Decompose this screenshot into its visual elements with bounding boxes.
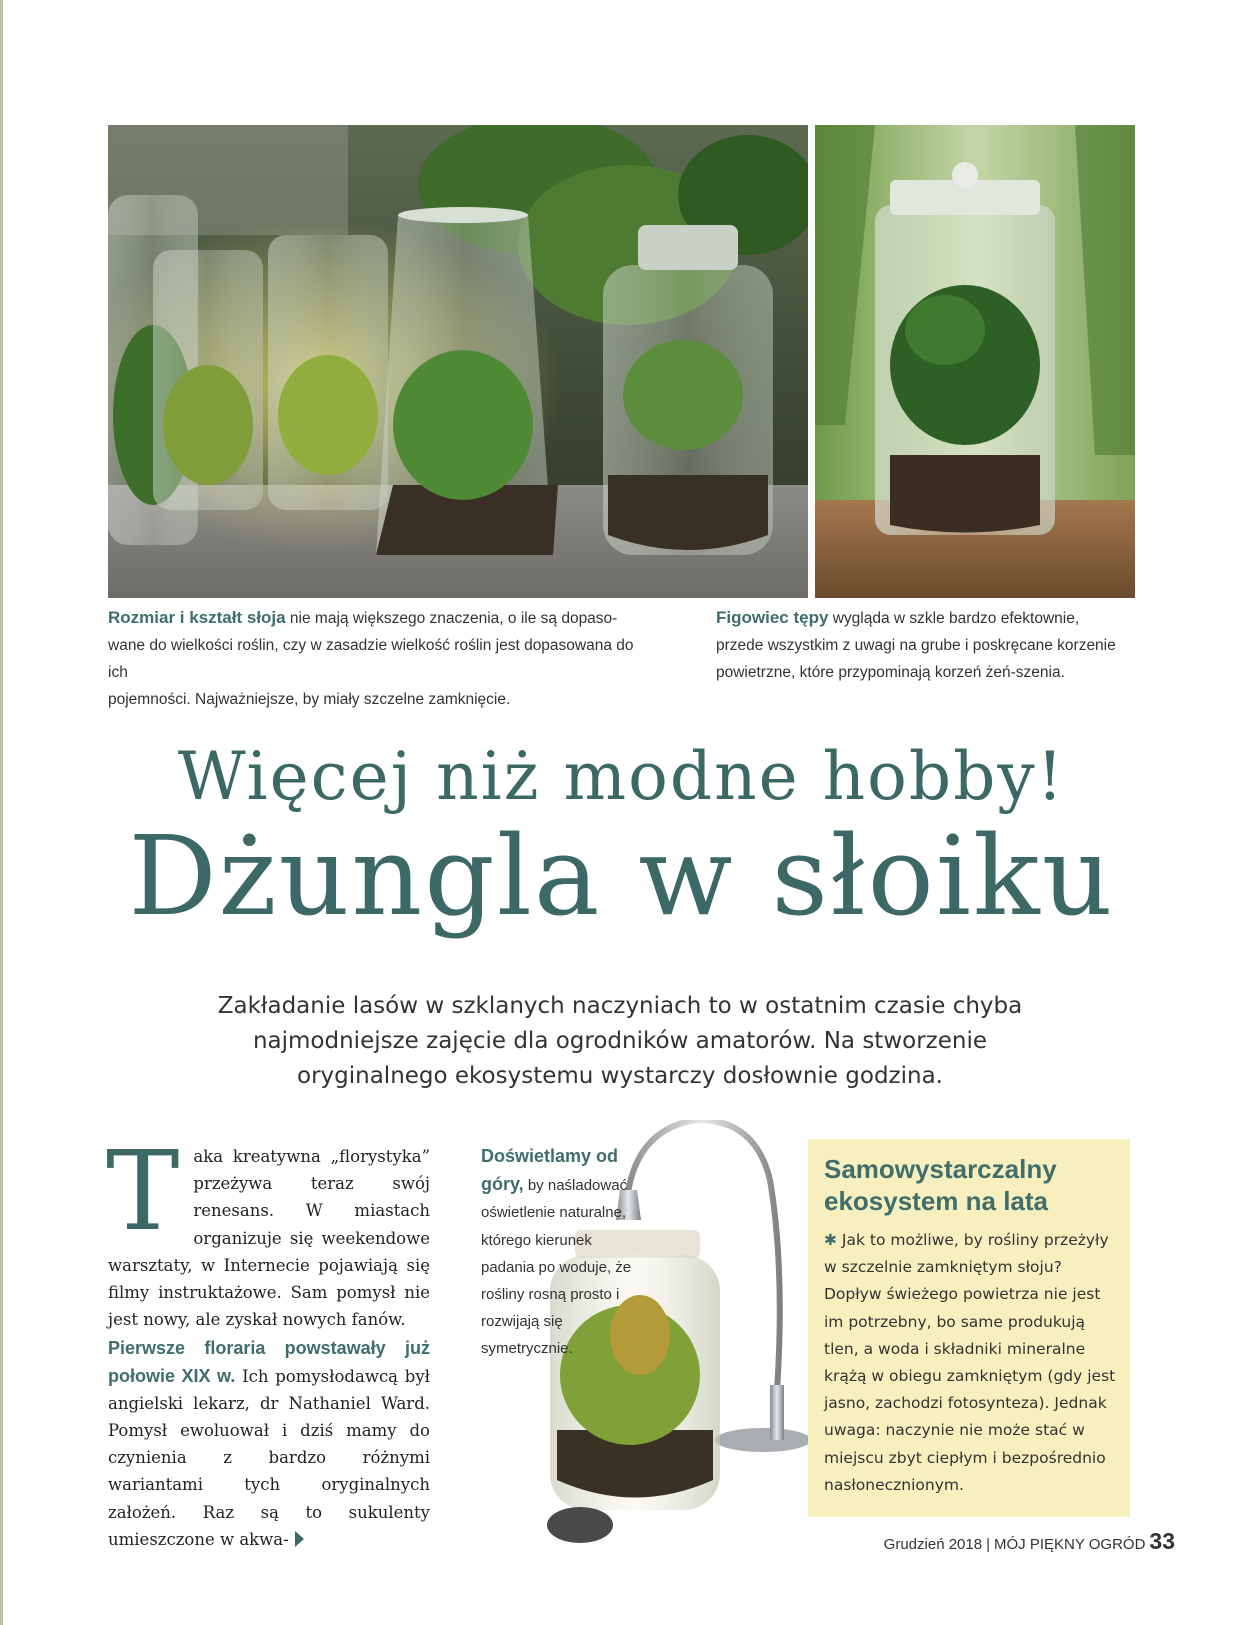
body-text: Ich pomysłodawcą był angielski lekarz, dr Nathaniel Ward. Pomysł ewoluował i dziś mamy do czynienia z bardzo różnymi wariantami tych oryginalnych założeń. Raz są to sukulenty umieszczone w akwa- [108, 1366, 430, 1549]
caption-text: pojemności. Najważniejsze, by miały szczelne zamknięcie. [108, 691, 511, 708]
caption-text: nie mają większego znaczenia, o ile są dopaso- [285, 610, 618, 627]
caption-text: wygląda w szkle bardzo efektownie, [828, 610, 1080, 627]
info-box-body: Jak to możliwe, by rośliny przeżyły w szczelnie zamkniętym słoju? Dopływ świeżego powietrza nie jest im potrzebny, bo same produkują tlen, a woda i składniki mineralne krążą w obiegu zamkniętym (gdy jest jasno, zachodzi fotosynteza). Jednak uwaga: naczynie nie może stać w miejscu zbyt ciepłym i bezpośrednio nasłonecznionym. [824, 1231, 1116, 1494]
ficus-jar-photo [815, 125, 1135, 598]
article-body [106, 1127, 430, 1553]
asterisk-icon: ✱ [824, 1231, 837, 1249]
lead-line: Zakładanie lasów w szklanych naczyniach to w ostatnim czasie chyba [217, 993, 1023, 1019]
page-footer [884, 1528, 1175, 1555]
page-number: 33 [1149, 1528, 1175, 1554]
info-box-text [824, 1227, 1122, 1499]
continue-arrow-icon [295, 1531, 304, 1547]
caption-text: przede wszystkim z uwagi na grube i poskręcane korzenie [716, 637, 1116, 654]
lamp-photo-caption [481, 1143, 646, 1363]
caption-lead: Doświetlamy od góry, [481, 1146, 619, 1195]
body-text: aka kreatywna „florystyka” przeżywa teraz swój renesans. W miastach organizuje się weekendowe warsztaty, w Internecie pojawiają się filmy instruktażowe. Sam pomysł nie jest nowy, ale zyskał nowych fanów. [108, 1147, 430, 1330]
lead-line: najmodniejsze zajęcie dla ogrodników amatorów. Na stworzenie [252, 1028, 988, 1054]
info-box-title: Samowystarczalny ekosystem na lata [824, 1154, 1057, 1216]
caption-text: wane do wielkości roślin, czy w zasadzie wielkość roślin jest dopasowana do ich [108, 637, 634, 681]
article-lead [180, 989, 1060, 1094]
terrarium-group-photo [108, 125, 808, 598]
caption-lead: Figowiec tępy [716, 608, 829, 627]
info-box [808, 1139, 1130, 1517]
footer-separator: | [986, 1536, 990, 1553]
body-paragraph [106, 1127, 430, 1333]
caption-text: powietrzne, które przypominają korzeń żeń-szenia. [716, 664, 1065, 681]
left-photo-caption [108, 604, 648, 713]
drop-cap: T [106, 1127, 180, 1255]
section-lead: Pierwsze floraria powstawały już połowie XIX w. [108, 1338, 430, 1386]
body-paragraph [108, 1335, 430, 1553]
caption-lead: Rozmiar i kształt słoja [108, 608, 286, 627]
article-title: Dżungla w słoiku [128, 812, 1115, 940]
right-photo-caption [716, 604, 1136, 686]
magazine-name: MÓJ PIĘKNY OGRÓD [993, 1536, 1146, 1553]
lead-line: oryginalnego ekosystemu wystarczy dosłownie godzina. [297, 1063, 943, 1089]
issue-date: Grudzień 2018 [883, 1536, 983, 1553]
article-subtitle: Więcej niż modne hobby! [177, 738, 1066, 815]
caption-text: by naśladować oświetlenie naturalne, którego kierunek padania po woduje, że rośliny rosną prosto i rozwijają się symetrycznie. [481, 1177, 632, 1358]
